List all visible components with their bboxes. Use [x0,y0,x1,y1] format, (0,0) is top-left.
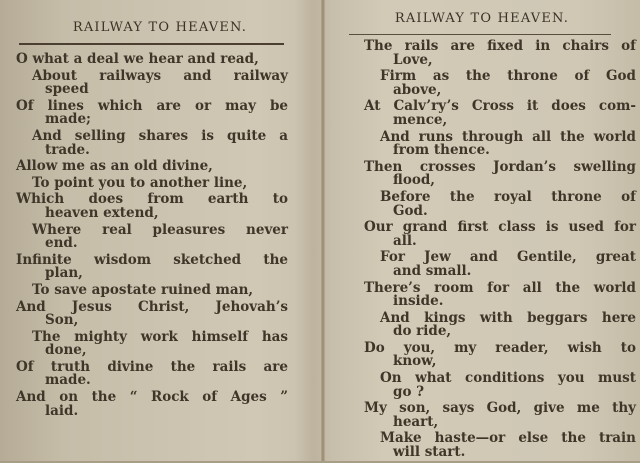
poem-line: And runs through all the world [380,128,636,145]
title-rule [349,34,611,35]
poem-line-continuation: heart, [393,413,439,430]
poem-line-continuation: all. [393,232,417,249]
poem-line: Our grand first class is used for [364,219,636,236]
left-page-title: RAILWAY TO HEAVEN. [72,20,248,35]
poem-line-continuation: heaven extend, [45,204,159,221]
poem-line: Then crosses Jordan’s swelling [364,158,636,175]
poem-line: The mighty work himself has [32,328,288,345]
poem-line: For Jew and Gentile, great [380,249,636,266]
right-page-title: RAILWAY TO HEAVEN. [394,11,570,26]
poem-line: Infinite wisdom sketched the [16,251,288,268]
left-page [0,0,320,461]
poem-line: And selling shares is quite a [32,127,288,144]
poem-line: Of truth divine the rails are [16,358,288,375]
poem-line-continuation: trade. [45,141,90,158]
poem-line-continuation: plan, [45,265,83,282]
poem-line-continuation: and small. [393,262,472,279]
poem-line: At Calv’ry’s Cross it does com- [364,98,636,115]
poem-line-continuation: know, [393,353,437,370]
poem-line-continuation: made; [45,111,92,128]
poem-line: Do you, my reader, wish to [364,339,636,356]
poem-line: To point you to another line, [32,174,248,191]
poem-line: To save apostate ruined man, [32,281,254,298]
poem-line: Make haste—or else the train [380,430,636,447]
poem-line: And Jesus Christ, Jehovah’s [16,298,288,315]
poem-line: The rails are fixed in chairs of [364,38,636,54]
left-poem [16,53,288,421]
poem-line: And kings with beggars here [380,309,636,326]
poem-line: Firm as the throne of God [380,68,636,85]
poem-line: About railways and railway [32,67,288,84]
poem-line: Of lines which are or may be [16,97,288,114]
poem-line: On what conditions you must [380,370,636,387]
poem-line: Where real pleasures never [32,221,288,238]
poem-line-continuation: inside. [393,293,444,310]
poem-line: There’s room for all the world [364,279,636,296]
poem-line-continuation: from thence. [393,142,490,159]
poem-line: My son, says God, give me thy [364,400,636,417]
poem-line-continuation: flood, [393,172,435,189]
poem-line-continuation: made. [45,372,91,389]
right-page [327,0,640,461]
poem-line-continuation: God. [393,202,428,219]
poem-line: O what a deal we hear and read, [16,51,259,67]
poem-line: Allow me as an old divine, [16,158,213,175]
poem-line-continuation: will start. [393,444,466,461]
poem-line-continuation: done, [45,342,87,359]
poem-line-continuation: speed [45,81,89,98]
poem-line-continuation: end. [45,235,78,252]
poem-line-continuation: do ride, [393,323,452,340]
book-gutter [321,0,325,461]
poem-line: Before the royal throne of [380,188,636,205]
poem-line-continuation: laid. [45,402,79,419]
poem-line-continuation: Son, [45,312,79,329]
poem-line-continuation: Love, [393,51,433,68]
title-rule [19,43,284,45]
poem-line: Which does from earth to [16,191,288,208]
poem-line-continuation: go ? [393,383,425,400]
poem-line-continuation: above, [393,81,442,98]
poem-line: And on the “ Rock of Ages ” [16,389,288,406]
poem-line-continuation: mence, [393,111,448,128]
right-poem [364,40,636,463]
